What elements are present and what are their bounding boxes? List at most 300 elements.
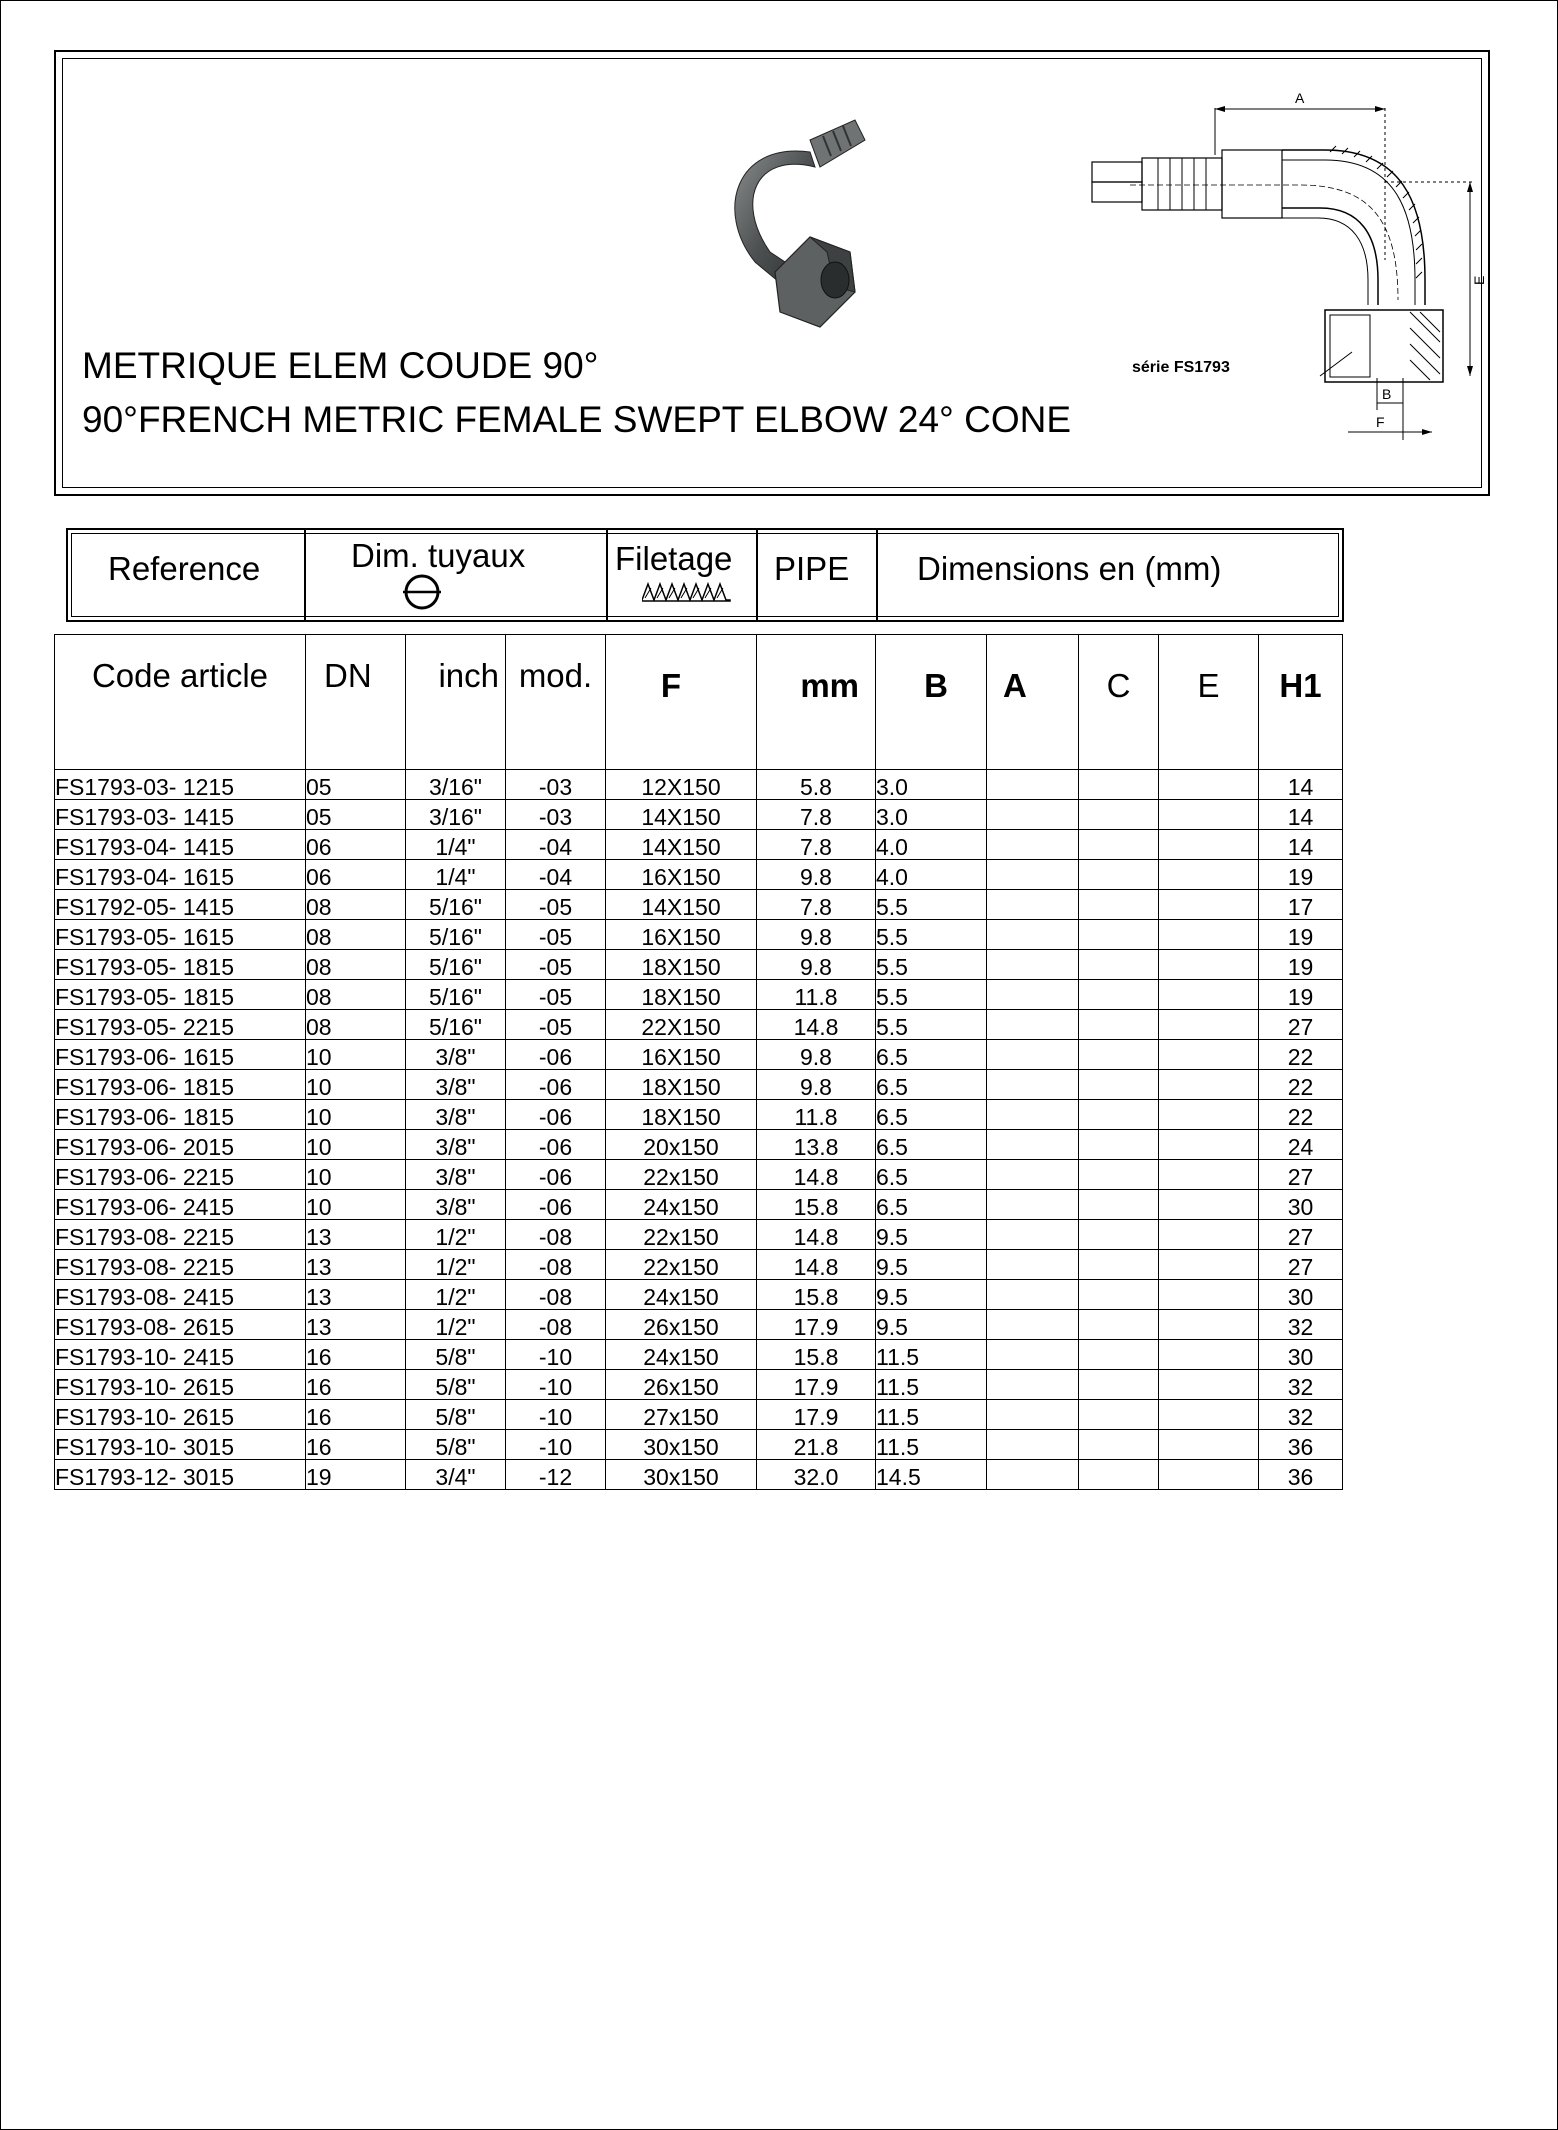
- cell-f: 22X150: [606, 1010, 757, 1040]
- title-fr: METRIQUE ELEM COUDE 90°: [82, 345, 599, 386]
- cell-mod: -08: [506, 1310, 606, 1340]
- cell-mod: -04: [506, 860, 606, 890]
- cell-a: [987, 920, 1079, 950]
- col-b-header: B: [876, 635, 987, 770]
- cell-h1: 19: [1259, 860, 1343, 890]
- cell-a: [987, 1430, 1079, 1460]
- cell-mod: -10: [506, 1340, 606, 1370]
- cell-mm: 5.8: [757, 770, 876, 800]
- cell-a: [987, 1280, 1079, 1310]
- cell-b: 11.5: [876, 1370, 987, 1400]
- cell-b: 5.5: [876, 1010, 987, 1040]
- cell-mod: -08: [506, 1280, 606, 1310]
- table-row: [55, 1220, 1343, 1250]
- table-row: [55, 1310, 1343, 1340]
- cell-mm: 32.0: [757, 1460, 876, 1490]
- cell-a: [987, 1190, 1079, 1220]
- dim-e-label: E: [1471, 275, 1487, 285]
- cell-f: 16X150: [606, 1040, 757, 1070]
- series-label: série FS1793: [1132, 359, 1230, 376]
- cell-a: [987, 1070, 1079, 1100]
- cell-c: [1079, 1040, 1159, 1070]
- cell-c: [1079, 1160, 1159, 1190]
- cell-h1: 32: [1259, 1370, 1343, 1400]
- cell-c: [1079, 1340, 1159, 1370]
- cell-mm: 21.8: [757, 1430, 876, 1460]
- col-f-header: F: [606, 635, 757, 770]
- cell-h1: 22: [1259, 1100, 1343, 1130]
- cell-code: FS1793-10- 3015: [55, 1430, 306, 1460]
- table-row: [55, 1460, 1343, 1490]
- cell-e: [1159, 1220, 1259, 1250]
- cell-f: 30x150: [606, 1460, 757, 1490]
- cell-b: 3.0: [876, 770, 987, 800]
- cell-mm: 7.8: [757, 830, 876, 860]
- cell-inch: 5/16": [406, 890, 506, 920]
- cell-h1: 32: [1259, 1310, 1343, 1340]
- cell-b: 4.0: [876, 830, 987, 860]
- cell-mm: 15.8: [757, 1190, 876, 1220]
- cell-f: 18X150: [606, 1070, 757, 1100]
- cell-mm: 17.9: [757, 1370, 876, 1400]
- cell-code: FS1793-06- 1815: [55, 1100, 306, 1130]
- cell-code: FS1793-06- 2015: [55, 1130, 306, 1160]
- cell-inch: 3/8": [406, 1190, 506, 1220]
- cell-inch: 5/16": [406, 980, 506, 1010]
- cell-b: 9.5: [876, 1220, 987, 1250]
- table-row: [55, 800, 1343, 830]
- band-divider: [606, 528, 608, 622]
- cell-b: 6.5: [876, 1130, 987, 1160]
- cell-code: FS1793-06- 1615: [55, 1040, 306, 1070]
- table-row: [55, 980, 1343, 1010]
- cell-mm: 15.8: [757, 1280, 876, 1310]
- cell-dn: 13: [306, 1280, 406, 1310]
- band-divider: [304, 528, 306, 622]
- cell-b: 9.5: [876, 1280, 987, 1310]
- cell-f: 16X150: [606, 860, 757, 890]
- cell-mm: 7.8: [757, 800, 876, 830]
- cell-h1: 14: [1259, 800, 1343, 830]
- dim-b-label: B: [1382, 386, 1392, 402]
- band-divider: [876, 528, 878, 622]
- cell-e: [1159, 1400, 1259, 1430]
- cell-dn: 16: [306, 1430, 406, 1460]
- col-c-header: C: [1079, 635, 1159, 770]
- cell-inch: 3/16": [406, 770, 506, 800]
- cell-mod: -03: [506, 770, 606, 800]
- cell-dn: 16: [306, 1340, 406, 1370]
- cell-a: [987, 860, 1079, 890]
- cell-dn: 05: [306, 800, 406, 830]
- cell-inch: 1/4": [406, 830, 506, 860]
- cell-a: [987, 770, 1079, 800]
- band-pipe: PIPE: [774, 550, 850, 587]
- cell-h1: 30: [1259, 1190, 1343, 1220]
- cell-c: [1079, 1430, 1159, 1460]
- table-row: [55, 1430, 1343, 1460]
- cell-b: 6.5: [876, 1190, 987, 1220]
- cell-mod: -05: [506, 950, 606, 980]
- cell-mod: -10: [506, 1400, 606, 1430]
- cell-f: 24x150: [606, 1190, 757, 1220]
- cell-e: [1159, 1370, 1259, 1400]
- cell-c: [1079, 1250, 1159, 1280]
- cell-mm: 17.9: [757, 1310, 876, 1340]
- cell-mm: 9.8: [757, 1040, 876, 1070]
- cell-h1: 27: [1259, 1010, 1343, 1040]
- cell-e: [1159, 950, 1259, 980]
- cell-b: 11.5: [876, 1430, 987, 1460]
- band-reference: Reference: [108, 550, 261, 587]
- col-code-header: Code article: [55, 635, 306, 770]
- cell-e: [1159, 980, 1259, 1010]
- table-row: [55, 1100, 1343, 1130]
- cell-code: FS1793-05- 1615: [55, 920, 306, 950]
- cell-c: [1079, 1310, 1159, 1340]
- cell-a: [987, 1010, 1079, 1040]
- table-row: [55, 1340, 1343, 1370]
- diameter-icon: [400, 572, 444, 612]
- cell-c: [1079, 830, 1159, 860]
- cell-b: 5.5: [876, 920, 987, 950]
- cell-c: [1079, 1400, 1159, 1430]
- cell-h1: 27: [1259, 1220, 1343, 1250]
- cell-inch: 5/16": [406, 1010, 506, 1040]
- table-row: [55, 1130, 1343, 1160]
- cell-a: [987, 950, 1079, 980]
- cell-dn: 08: [306, 950, 406, 980]
- cell-c: [1079, 1130, 1159, 1160]
- cell-h1: 32: [1259, 1400, 1343, 1430]
- cell-e: [1159, 770, 1259, 800]
- cell-e: [1159, 1100, 1259, 1130]
- cell-e: [1159, 1250, 1259, 1280]
- cell-f: 24x150: [606, 1280, 757, 1310]
- cell-code: FS1793-06- 2415: [55, 1190, 306, 1220]
- cell-code: FS1793-08- 2415: [55, 1280, 306, 1310]
- cell-e: [1159, 1430, 1259, 1460]
- cell-inch: 5/16": [406, 920, 506, 950]
- cell-code: FS1793-04- 1415: [55, 830, 306, 860]
- cell-h1: 14: [1259, 830, 1343, 860]
- cell-c: [1079, 1010, 1159, 1040]
- cell-code: FS1793-10- 2615: [55, 1370, 306, 1400]
- band-dimensions: Dimensions en (mm): [917, 550, 1222, 587]
- cell-mm: 9.8: [757, 950, 876, 980]
- table-row: [55, 920, 1343, 950]
- cell-h1: 19: [1259, 920, 1343, 950]
- cell-dn: 08: [306, 890, 406, 920]
- title-en: 90°FRENCH METRIC FEMALE SWEPT ELBOW 24° CONE: [82, 399, 1072, 440]
- col-mod-header: mod.: [506, 635, 606, 770]
- cell-c: [1079, 1100, 1159, 1130]
- col-inch-header: inch: [406, 635, 506, 770]
- cell-inch: 3/4": [406, 1460, 506, 1490]
- cell-h1: 19: [1259, 980, 1343, 1010]
- cell-mod: -05: [506, 980, 606, 1010]
- cell-h1: 19: [1259, 950, 1343, 980]
- cell-c: [1079, 1190, 1159, 1220]
- cell-h1: 22: [1259, 1070, 1343, 1100]
- table-row: [55, 770, 1343, 800]
- technical-drawing: [1080, 80, 1500, 440]
- thread-icon: [642, 580, 732, 602]
- cell-mod: -03: [506, 800, 606, 830]
- cell-a: [987, 1370, 1079, 1400]
- cell-mod: -06: [506, 1070, 606, 1100]
- cell-b: 4.0: [876, 860, 987, 890]
- cell-c: [1079, 890, 1159, 920]
- table-row: [55, 1280, 1343, 1310]
- cell-a: [987, 1340, 1079, 1370]
- cell-b: 9.5: [876, 1250, 987, 1280]
- table-row: [55, 1160, 1343, 1190]
- cell-e: [1159, 920, 1259, 950]
- col-e-header: E: [1159, 635, 1259, 770]
- cell-inch: 1/2": [406, 1250, 506, 1280]
- dim-f-label: F: [1376, 414, 1385, 430]
- cell-mm: 13.8: [757, 1130, 876, 1160]
- band-dim-tuyaux: Dim. tuyaux: [351, 537, 526, 574]
- cell-c: [1079, 1280, 1159, 1310]
- cell-f: 14X150: [606, 890, 757, 920]
- cell-b: 3.0: [876, 800, 987, 830]
- cell-f: 26x150: [606, 1310, 757, 1340]
- cell-inch: 1/2": [406, 1310, 506, 1340]
- cell-inch: 5/8": [406, 1430, 506, 1460]
- cell-f: 14X150: [606, 800, 757, 830]
- cell-f: 12X150: [606, 770, 757, 800]
- cell-code: FS1793-03- 1415: [55, 800, 306, 830]
- cell-b: 6.5: [876, 1160, 987, 1190]
- cell-b: 14.5: [876, 1460, 987, 1490]
- cell-a: [987, 1160, 1079, 1190]
- cell-f: 20x150: [606, 1130, 757, 1160]
- cell-mod: -08: [506, 1250, 606, 1280]
- cell-mod: -10: [506, 1370, 606, 1400]
- cell-mm: 7.8: [757, 890, 876, 920]
- cell-e: [1159, 1130, 1259, 1160]
- cell-c: [1079, 770, 1159, 800]
- table-row: [55, 1070, 1343, 1100]
- cell-e: [1159, 1070, 1259, 1100]
- cell-inch: 1/4": [406, 860, 506, 890]
- cell-e: [1159, 1340, 1259, 1370]
- cell-h1: 14: [1259, 770, 1343, 800]
- cell-code: FS1793-03- 1215: [55, 770, 306, 800]
- cell-a: [987, 1220, 1079, 1250]
- cell-dn: 13: [306, 1310, 406, 1340]
- cell-c: [1079, 1070, 1159, 1100]
- cell-c: [1079, 1370, 1159, 1400]
- cell-mod: -06: [506, 1190, 606, 1220]
- cell-code: FS1793-08- 2215: [55, 1250, 306, 1280]
- table-row: [55, 1400, 1343, 1430]
- cell-f: 22x150: [606, 1250, 757, 1280]
- cell-dn: 10: [306, 1130, 406, 1160]
- cell-c: [1079, 1220, 1159, 1250]
- cell-c: [1079, 950, 1159, 980]
- table-row: [55, 1250, 1343, 1280]
- cell-dn: 10: [306, 1040, 406, 1070]
- table-row: [55, 950, 1343, 980]
- cell-dn: 10: [306, 1190, 406, 1220]
- cell-e: [1159, 860, 1259, 890]
- cell-c: [1079, 980, 1159, 1010]
- cell-mod: -05: [506, 920, 606, 950]
- cell-h1: 17: [1259, 890, 1343, 920]
- cell-code: FS1792-05- 1415: [55, 890, 306, 920]
- cell-e: [1159, 1160, 1259, 1190]
- cell-code: FS1793-06- 2215: [55, 1160, 306, 1190]
- cell-inch: 3/8": [406, 1130, 506, 1160]
- cell-e: [1159, 1010, 1259, 1040]
- cell-h1: 27: [1259, 1250, 1343, 1280]
- fitting-photo: [715, 112, 885, 337]
- dim-a-label: A: [1295, 90, 1305, 106]
- cell-mod: -10: [506, 1430, 606, 1460]
- cell-h1: 22: [1259, 1040, 1343, 1070]
- cell-code: FS1793-06- 1815: [55, 1070, 306, 1100]
- cell-a: [987, 1250, 1079, 1280]
- cell-mod: -06: [506, 1160, 606, 1190]
- cell-mm: 9.8: [757, 920, 876, 950]
- cell-e: [1159, 830, 1259, 860]
- cell-mm: 9.8: [757, 860, 876, 890]
- table-wrap: [54, 634, 1343, 1490]
- table-row: [55, 1190, 1343, 1220]
- cell-inch: 3/8": [406, 1070, 506, 1100]
- cell-mod: -06: [506, 1100, 606, 1130]
- cell-code: FS1793-05- 2215: [55, 1010, 306, 1040]
- cell-h1: 27: [1259, 1160, 1343, 1190]
- cell-mm: 9.8: [757, 1070, 876, 1100]
- table-row: [55, 860, 1343, 890]
- cell-f: 24x150: [606, 1340, 757, 1370]
- cell-dn: 13: [306, 1250, 406, 1280]
- cell-inch: 1/2": [406, 1220, 506, 1250]
- cell-dn: 13: [306, 1220, 406, 1250]
- cell-b: 9.5: [876, 1310, 987, 1340]
- cell-code: FS1793-04- 1615: [55, 860, 306, 890]
- cell-h1: 36: [1259, 1430, 1343, 1460]
- cell-code: FS1793-10- 2415: [55, 1340, 306, 1370]
- cell-b: 5.5: [876, 980, 987, 1010]
- cell-h1: 36: [1259, 1460, 1343, 1490]
- cell-a: [987, 1130, 1079, 1160]
- cell-dn: 08: [306, 920, 406, 950]
- cell-f: 18X150: [606, 1100, 757, 1130]
- cell-dn: 10: [306, 1070, 406, 1100]
- cell-a: [987, 980, 1079, 1010]
- cell-a: [987, 800, 1079, 830]
- cell-b: 11.5: [876, 1400, 987, 1430]
- cell-code: FS1793-05- 1815: [55, 980, 306, 1010]
- table-row: [55, 890, 1343, 920]
- cell-dn: 16: [306, 1400, 406, 1430]
- cell-dn: 05: [306, 770, 406, 800]
- cell-code: FS1793-08- 2215: [55, 1220, 306, 1250]
- cell-mod: -06: [506, 1130, 606, 1160]
- cell-dn: 08: [306, 980, 406, 1010]
- cell-e: [1159, 800, 1259, 830]
- cell-a: [987, 1400, 1079, 1430]
- table-row: [55, 830, 1343, 860]
- cell-b: 6.5: [876, 1040, 987, 1070]
- table-row: [55, 1370, 1343, 1400]
- cell-mm: 14.8: [757, 1160, 876, 1190]
- cell-h1: 30: [1259, 1340, 1343, 1370]
- cell-mm: 14.8: [757, 1010, 876, 1040]
- cell-h1: 24: [1259, 1130, 1343, 1160]
- cell-mod: -04: [506, 830, 606, 860]
- cell-a: [987, 830, 1079, 860]
- specs-table: [54, 634, 1343, 1490]
- cell-a: [987, 1100, 1079, 1130]
- cell-f: 27x150: [606, 1400, 757, 1430]
- cell-inch: 3/8": [406, 1160, 506, 1190]
- cell-b: 11.5: [876, 1340, 987, 1370]
- cell-h1: 30: [1259, 1280, 1343, 1310]
- cell-e: [1159, 1040, 1259, 1070]
- cell-e: [1159, 890, 1259, 920]
- col-mm-header: mm: [757, 635, 876, 770]
- cell-a: [987, 1310, 1079, 1340]
- cell-b: 6.5: [876, 1100, 987, 1130]
- cell-f: 18X150: [606, 980, 757, 1010]
- cell-dn: 10: [306, 1160, 406, 1190]
- table-row: [55, 1010, 1343, 1040]
- cell-b: 5.5: [876, 950, 987, 980]
- cell-c: [1079, 860, 1159, 890]
- cell-c: [1079, 800, 1159, 830]
- cell-mod: -08: [506, 1220, 606, 1250]
- cell-dn: 08: [306, 1010, 406, 1040]
- col-h1-header: H1: [1259, 635, 1343, 770]
- cell-code: FS1793-12- 3015: [55, 1460, 306, 1490]
- cell-b: 5.5: [876, 890, 987, 920]
- cell-f: 22x150: [606, 1160, 757, 1190]
- cell-dn: 06: [306, 860, 406, 890]
- cell-mm: 17.9: [757, 1400, 876, 1430]
- cell-inch: 3/8": [406, 1040, 506, 1070]
- table-row: [55, 1040, 1343, 1070]
- band-filetage: Filetage: [615, 540, 733, 577]
- cell-inch: 5/8": [406, 1340, 506, 1370]
- cell-f: 14X150: [606, 830, 757, 860]
- cell-f: 22x150: [606, 1220, 757, 1250]
- cell-e: [1159, 1310, 1259, 1340]
- cell-a: [987, 1460, 1079, 1490]
- cell-mm: 14.8: [757, 1220, 876, 1250]
- cell-inch: 5/8": [406, 1370, 506, 1400]
- cell-inch: 5/16": [406, 950, 506, 980]
- cell-mod: -12: [506, 1460, 606, 1490]
- table-body: [55, 770, 1343, 1490]
- band-divider: [756, 528, 758, 622]
- cell-e: [1159, 1190, 1259, 1220]
- cell-mm: 14.8: [757, 1250, 876, 1280]
- cell-dn: 19: [306, 1460, 406, 1490]
- cell-b: 6.5: [876, 1070, 987, 1100]
- cell-c: [1079, 920, 1159, 950]
- cell-inch: 1/2": [406, 1280, 506, 1310]
- cell-mod: -05: [506, 1010, 606, 1040]
- col-a-header: A: [987, 635, 1079, 770]
- cell-f: 16X150: [606, 920, 757, 950]
- cell-mod: -05: [506, 890, 606, 920]
